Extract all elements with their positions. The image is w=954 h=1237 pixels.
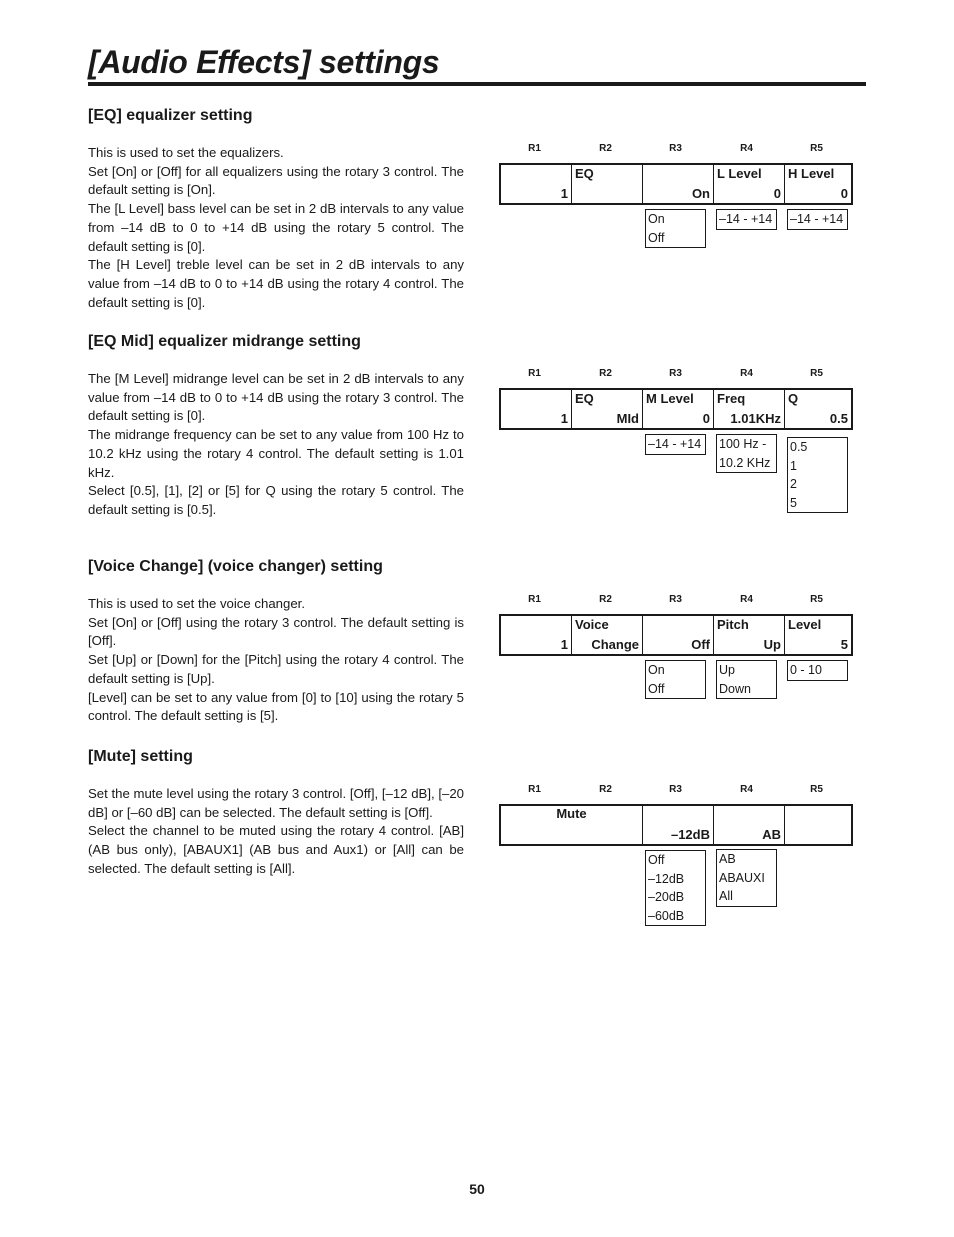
rotary-label-r3: R3 bbox=[669, 784, 682, 795]
rotary-label-r5: R5 bbox=[810, 368, 823, 379]
option-value: Off bbox=[648, 230, 665, 245]
eq-paragraph: Set [On] or [Off] for all equalizers using the rotary 3 control. The default setting is [On]. bbox=[88, 163, 464, 198]
rotary-label-r5: R5 bbox=[810, 784, 823, 795]
option-value: Up bbox=[719, 663, 735, 677]
voice-change-rotary-panel bbox=[499, 594, 853, 696]
cell-value: 1.01KHz bbox=[730, 411, 781, 426]
eq-options-r5 bbox=[787, 209, 848, 230]
option-value: 100 Hz - bbox=[719, 437, 767, 451]
eq-mid-display-grid bbox=[499, 388, 853, 430]
voice-change-section bbox=[88, 557, 464, 726]
eq-mid-cell-r2 bbox=[571, 390, 642, 428]
option-value: On bbox=[648, 212, 665, 226]
option-value: 2 bbox=[790, 477, 797, 491]
voice-change-paragraph: This is used to set the voice changer. bbox=[88, 596, 305, 611]
eq-cell-r2 bbox=[571, 165, 642, 203]
option-value: –20dB bbox=[648, 890, 685, 904]
eq-mid-options-r5 bbox=[787, 437, 848, 513]
mute-heading: [Mute] setting bbox=[88, 748, 193, 765]
rotary-label-r3: R3 bbox=[669, 594, 682, 605]
option-value: Off bbox=[648, 853, 665, 867]
mute-paragraph: Select the channel to be muted using the rotary 4 control. [AB] (AB bus only), [ABAUX1] (AB bus and Aux1) or [All] can be selected. The default setting is [All]. bbox=[88, 823, 464, 876]
option-value: Off bbox=[648, 681, 665, 696]
eq-mid-section bbox=[88, 332, 464, 520]
option-value: –14 - +14 bbox=[719, 212, 773, 226]
eq-mid-paragraph: Select [0.5], [1], [2] or [5] for Q using the rotary 5 control. The default setting is [0.5]. bbox=[88, 483, 464, 517]
cell-value: –12dB bbox=[670, 827, 710, 842]
rotary-labels bbox=[499, 784, 853, 804]
option-value: AB bbox=[719, 852, 736, 866]
eq-mid-paragraph: The midrange frequency can be set to any value from 100 Hz to 10.2 kHz using the rotary 4 control. The default setting is 1.01 kHz. bbox=[88, 427, 464, 480]
eq-heading: [EQ] equalizer setting bbox=[88, 107, 253, 124]
rotary-label-r2: R2 bbox=[599, 143, 612, 154]
cell-label: M Level bbox=[646, 391, 694, 406]
voice-cell-r1 bbox=[501, 616, 571, 654]
rotary-label-r2: R2 bbox=[599, 594, 612, 605]
voice-cell-r2 bbox=[571, 616, 642, 654]
mute-cell-r4 bbox=[713, 806, 784, 844]
rotary-label-r3: R3 bbox=[669, 368, 682, 379]
rotary-label-r2: R2 bbox=[599, 368, 612, 379]
cell-label: L Level bbox=[717, 166, 762, 181]
page-title: [Audio Effects] settings bbox=[88, 44, 440, 80]
mute-options bbox=[499, 846, 853, 923]
eq-options-r4 bbox=[716, 209, 777, 230]
voice-options-r4 bbox=[716, 660, 777, 699]
voice-change-paragraph: Set [Up] or [Down] for the [Pitch] using the rotary 4 control. The default setting is [Up]. bbox=[88, 652, 464, 686]
cell-value: Change bbox=[591, 637, 639, 652]
eq-mid-paragraph: The [M Level] midrange level can be set in 2 dB intervals to any value from –14 dB to 0 to +14 dB using the rotary 3 control. The default setting is [0]. bbox=[88, 371, 464, 424]
eq-paragraph: The [H Level] treble level can be set in 2 dB intervals to any value from –14 dB to 0 to +14 dB using the rotary 4 control. The default setting is [0]. bbox=[88, 257, 464, 310]
mute-options-r4 bbox=[716, 849, 777, 907]
eq-description bbox=[88, 144, 464, 312]
voice-cell-r4 bbox=[713, 616, 784, 654]
mute-cell-r5 bbox=[784, 806, 851, 844]
option-value: 0 - 10 bbox=[790, 663, 822, 677]
mute-section bbox=[88, 747, 464, 879]
eq-paragraph: The [L Level] bass level can be set in 2 dB intervals to any value from –14 dB to 0 to +14 dB using the rotary 5 control. The default setting is [0]. bbox=[88, 201, 464, 254]
eq-display-grid bbox=[499, 163, 853, 205]
option-value: 5 bbox=[790, 495, 797, 510]
mute-cell-r1-r2 bbox=[501, 806, 642, 844]
eq-options bbox=[499, 205, 853, 245]
eq-mid-options-r4 bbox=[716, 434, 777, 473]
mute-paragraph: Set the mute level using the rotary 3 control. [Off], [–12 dB], [–20 dB] or [–60 dB] can be selected. The default setting is [Off]. bbox=[88, 786, 464, 820]
cell-value: 1 bbox=[560, 637, 568, 652]
cell-label: Q bbox=[788, 391, 799, 406]
eq-options-r3 bbox=[645, 209, 706, 248]
rotary-label-r1: R1 bbox=[528, 784, 541, 795]
eq-mid-options bbox=[499, 430, 853, 510]
option-value: On bbox=[648, 663, 665, 677]
cell-label: Voice bbox=[575, 617, 609, 632]
voice-change-display-grid bbox=[499, 614, 853, 656]
mute-label: Mute bbox=[556, 806, 587, 821]
eq-mid-cell-r5 bbox=[784, 390, 851, 428]
eq-mid-cell-r1 bbox=[501, 390, 571, 428]
cell-label: Level bbox=[788, 617, 822, 632]
option-value: All bbox=[719, 889, 733, 903]
eq-mid-cell-r3 bbox=[642, 390, 713, 428]
cell-label: EQ bbox=[575, 166, 594, 181]
cell-value: 0 bbox=[702, 411, 710, 426]
rotary-labels bbox=[499, 594, 853, 614]
eq-cell-r4 bbox=[713, 165, 784, 203]
cell-label: EQ bbox=[575, 391, 594, 406]
eq-section bbox=[88, 106, 464, 312]
rotary-label-r1: R1 bbox=[528, 368, 541, 379]
cell-value: 0.5 bbox=[829, 411, 848, 426]
mute-options-r3 bbox=[645, 850, 706, 926]
voice-options-r3 bbox=[645, 660, 706, 699]
page-number: 50 bbox=[469, 1181, 485, 1197]
option-value: ABAUXI bbox=[719, 870, 765, 885]
voice-change-paragraph: [Level] can be set to any value from [0] to [10] using the rotary 5 control. The default setting is [5]. bbox=[88, 689, 464, 724]
option-value: 10.2 KHz bbox=[719, 455, 771, 470]
voice-change-options bbox=[499, 656, 853, 696]
mute-cell-r3 bbox=[642, 806, 713, 844]
cell-value: AB bbox=[762, 827, 781, 842]
title-rule bbox=[88, 82, 866, 86]
rotary-labels bbox=[499, 368, 853, 388]
option-value: –60dB bbox=[648, 908, 685, 923]
option-value: 1 bbox=[790, 458, 797, 473]
rotary-label-r4: R4 bbox=[740, 784, 753, 795]
rotary-label-r4: R4 bbox=[740, 368, 753, 379]
cell-value: 0 bbox=[773, 186, 781, 201]
eq-rotary-panel bbox=[499, 143, 853, 245]
eq-cell-r1 bbox=[501, 165, 571, 203]
cell-value: Off bbox=[691, 637, 710, 652]
rotary-label-r4: R4 bbox=[740, 594, 753, 605]
mute-rotary-panel bbox=[499, 784, 853, 923]
rotary-label-r5: R5 bbox=[810, 594, 823, 605]
cell-value: On bbox=[691, 186, 710, 201]
option-value: –14 - +14 bbox=[648, 437, 702, 451]
rotary-label-r1: R1 bbox=[528, 594, 541, 605]
cell-label: H Level bbox=[788, 166, 835, 181]
rotary-label-r1: R1 bbox=[528, 143, 541, 154]
rotary-labels bbox=[499, 143, 853, 163]
mute-description bbox=[88, 785, 464, 879]
cell-label: Freq bbox=[717, 391, 746, 406]
mute-display-grid bbox=[499, 804, 853, 846]
voice-change-paragraph: Set [On] or [Off] using the rotary 3 control. The default setting is [Off]. bbox=[88, 614, 464, 649]
rotary-label-r3: R3 bbox=[669, 143, 682, 154]
cell-label: Pitch bbox=[717, 617, 749, 632]
option-value: –12dB bbox=[648, 871, 685, 886]
cell-value: MId bbox=[616, 411, 639, 426]
cell-value: Up bbox=[763, 637, 781, 652]
option-value: Down bbox=[719, 681, 751, 696]
rotary-label-r2: R2 bbox=[599, 784, 612, 795]
eq-mid-description bbox=[88, 370, 464, 520]
eq-mid-heading: [EQ Mid] equalizer midrange setting bbox=[88, 333, 361, 350]
voice-change-description bbox=[88, 595, 464, 726]
cell-value: 1 bbox=[560, 186, 568, 201]
rotary-label-r5: R5 bbox=[810, 143, 823, 154]
voice-options-r5 bbox=[787, 660, 848, 681]
cell-value: 1 bbox=[560, 411, 568, 426]
voice-cell-r3 bbox=[642, 616, 713, 654]
cell-value: 0 bbox=[840, 186, 848, 201]
eq-mid-rotary-panel bbox=[499, 368, 853, 510]
eq-cell-r5 bbox=[784, 165, 851, 203]
option-value: –14 - +14 bbox=[790, 212, 844, 226]
voice-change-heading: [Voice Change] (voice changer) setting bbox=[88, 558, 383, 575]
cell-value: 5 bbox=[840, 637, 848, 652]
eq-mid-cell-r4 bbox=[713, 390, 784, 428]
voice-cell-r5 bbox=[784, 616, 851, 654]
eq-paragraph: This is used to set the equalizers. bbox=[88, 145, 284, 160]
rotary-label-r4: R4 bbox=[740, 143, 753, 154]
eq-cell-r3 bbox=[642, 165, 713, 203]
eq-mid-options-r3 bbox=[645, 434, 706, 455]
option-value: 0.5 bbox=[790, 440, 808, 454]
